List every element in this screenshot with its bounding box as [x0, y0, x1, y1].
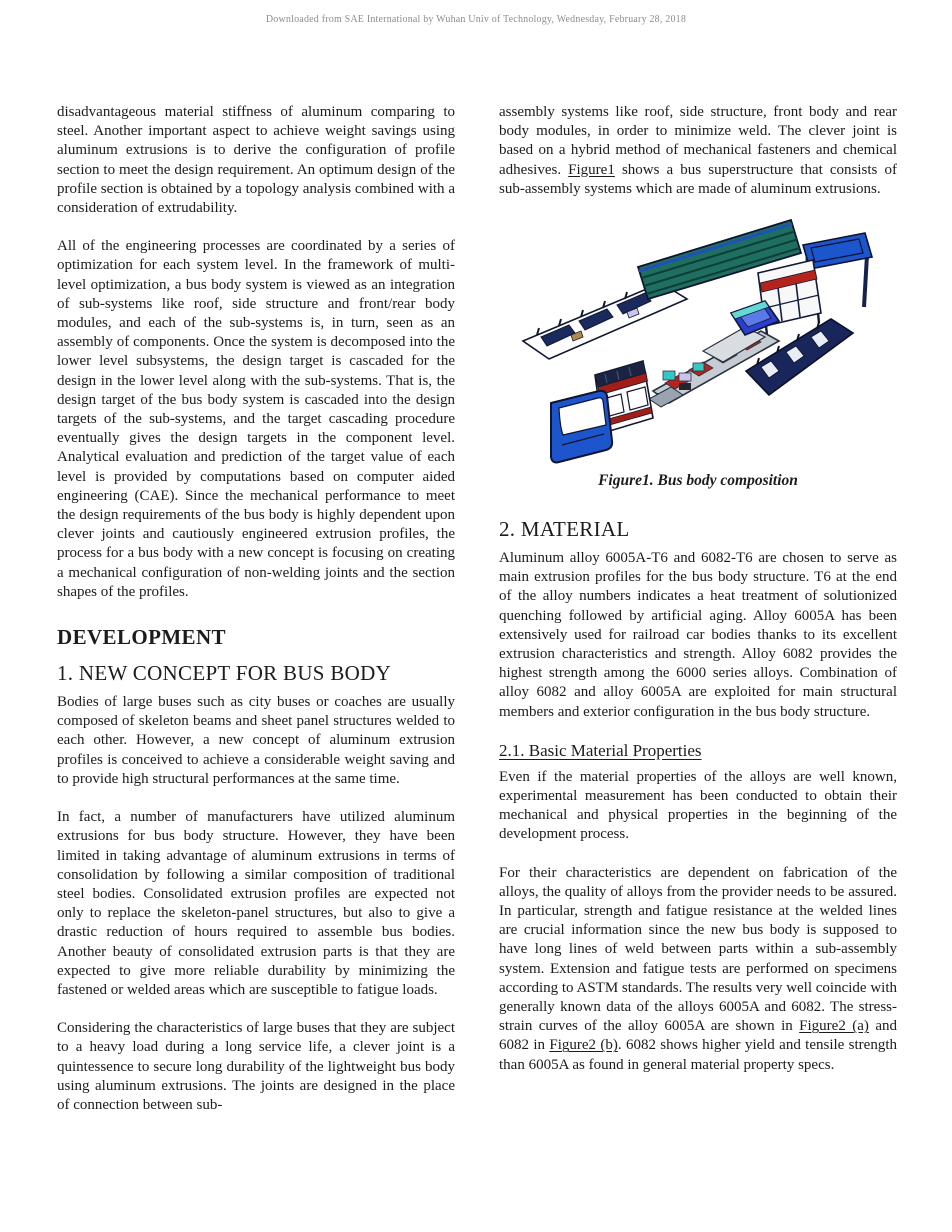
paragraph: Even if the material properties of the alloys are well known, experimental measurement has been conducted to obtain their mechanical and physical properties in the beginning of the development process.	[499, 768, 897, 843]
heading-new-concept-for-bus-body: 1. NEW CONCEPT FOR BUS BODY	[57, 661, 392, 686]
paragraph: disadvantageous material stiffness of aluminum comparing to steel. Another important aspect to achieve weight savings using aluminum extrusions is to derive the configuration of profile section to meet the design requirement. An optimum design of the profile section is obtained by a topology analysis combined with a consideration of extrudability.	[57, 104, 455, 217]
left-column	[57, 103, 455, 1115]
paragraph	[499, 103, 897, 199]
text-segment: For their characteristics are dependent on fabrication of the alloys, the quality of alloys from the provider needs to be assured. In particular, strength and fatigue resistance at the welded lines are crucial information since the new bus body is supposed to have long lines of weld between parts within a sub-assembly system. Extension and fatigue tests are performed on specimens according to ASTM standards. The results very well coincide with generally known data of the alloys 6005A and 6082. The stress-strain curves of the alloy 6005A are shown in	[499, 864, 897, 1035]
heading-basic-material-properties: 2.1. Basic Material Properties	[499, 740, 702, 760]
side-structure-right-part	[746, 319, 853, 395]
text-segment: assembly systems like roof, side structure, front body and rear body modules, in order to minimize weld. The clever joint is based on a hybrid method of mechanical fasteners and chemical adhesives.	[499, 104, 897, 178]
bus-body-exploded-view	[503, 213, 893, 465]
figure1-link[interactable]: Figure1	[568, 161, 615, 178]
paragraph: All of the engineering processes are coordinated by a series of optimization for each system level. In the framework of multi-level optimization, a bus body system is viewed as an integration of sub-systems like roof, side structure and front/rear body modules, and each of the sub-systems is, in turn, seen as an assembly of components. Once the system is decomposed into the lower level subsystems, the design target is cascaded for the design in the lower level along with the sub-systems. That is, the design target of the bus body system is cascaded into the design targets of the sub-systems, and the target cascading procedure eventually gives the design targets in the component level. Analytical evaluation and prediction of the target value of each level is provided by computations based on computer aided engineering (CAE). Since the mechanical performance to meet the design requirements of the bus body is highly dependent upon clever joints and cautiously engineered extrusion profiles, the process for a bus body with a new concept is focusing on creating a mechanical configuration of non-welding joints and the section shapes of the profiles.	[57, 238, 455, 600]
heading-material: 2. MATERIAL	[499, 517, 630, 542]
paragraph: In fact, a number of manufacturers have utilized aluminum extrusions for bus body structure. However, they have been limited in taking advantage of aluminum extrusions in terms of consolidation by following a similar composition of traditional steel bodies. Consolidated extrusion profiles are expected not only to replace the skeleton-panel structures, but also to give a drastic reduction of hours required to assemble bus bodies. Another beauty of consolidated extrusion parts is that they are expected to give more reliable durability by minimizing the fastened or welded areas which are susceptible to fatigue loads.	[57, 809, 455, 998]
paragraph: Aluminum alloy 6005A-T6 and 6082-T6 are chosen to serve as main extrusion profiles for the bus body structure. T6 at the end of the alloy numbers indicates a heat treatment of solutionized quenching followed by artificial aging. Alloy 6005A has been extensively used for railroad car bodies thanks to its excellent extrusion characteristics and strength. Alloy 6082 provides the highest strength among the 6000 series alloys. Combination of alloy 6082 and alloy 6005A are exploited for main structural members and exterior configuration in the bus body structure.	[499, 550, 897, 720]
text-segment: shows a bus superstructure that consists of sub-assembly systems which are made of aluminum extrusions.	[499, 161, 897, 197]
heading-development: DEVELOPMENT	[57, 625, 226, 650]
figure2a-link[interactable]: Figure2 (a)	[799, 1018, 869, 1035]
paragraph: Considering the characteristics of large buses that they are subject to a heavy load during a long service life, a clever joint is a quintessence to secure long durability of the lightweight bus body using aluminum extrusions. The joints are designed in the place of connection between sub-	[57, 1020, 455, 1113]
paragraph	[499, 864, 897, 1075]
right-column	[499, 103, 897, 1075]
figure1-image	[499, 213, 897, 490]
download-watermark: Downloaded from SAE International by Wuhan Univ of Technology, Wednesday, February 28, 2018	[265, 14, 687, 25]
paragraph: Bodies of large buses such as city buses or coaches are usually composed of skeleton beams and sheet panel structures welded to each other. However, a new concept of aluminum extrusion profiles is conceived to achieve a considerable weight saving and to provide high structural performances at the same time.	[57, 694, 455, 787]
figure2b-link[interactable]: Figure2 (b)	[549, 1037, 618, 1054]
chassis-part	[649, 301, 779, 407]
text-segment: . 6082 shows higher yield and tensile strength than 6005A as found in general material property specs.	[499, 1037, 897, 1073]
figure1-caption: Figure1. Bus body composition	[598, 472, 798, 490]
front-window-frame-part	[551, 391, 612, 463]
text-segment: and 6082 in	[499, 1018, 897, 1054]
